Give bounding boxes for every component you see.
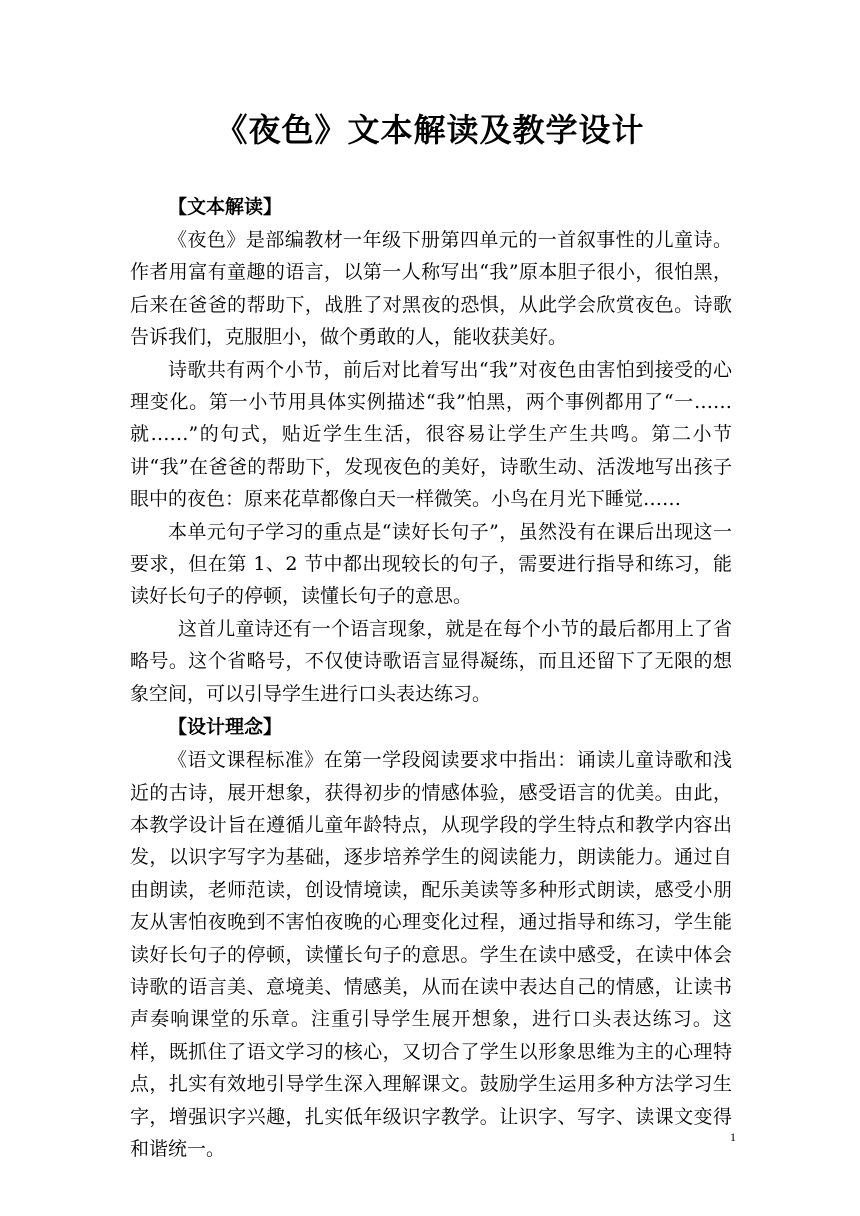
document-title: 《夜色》文本解读及教学设计	[215, 111, 645, 149]
section-design-concept	[130, 710, 732, 1165]
section-heading: 【文本解读】	[168, 196, 283, 218]
paragraph: 这首儿童诗还有一个语言现象，就是在每个小节的最后都用上了省略号。这个省略号，不仅使诗歌语言显得凝练，而且还留下了无限的想象空间，可以引导学生进行口头表达练习。	[130, 617, 732, 705]
document-body	[130, 190, 732, 1165]
paragraph: 本单元句子学习的重点是“读好长句子”，虽然没有在课后出现这一要求，但在第 1、2 节中都出现较长的句子，需要进行指导和练习，能读好长句子的停顿，读懂长句子的意思。	[130, 520, 732, 608]
paragraph: 《语文课程标准》在第一学段阅读要求中指出：诵读儿童诗歌和浅近的古诗，展开想象，获得初步的情感体验，感受语言的优美。由此，本教学设计旨在遵循儿童年龄特点，从现学段的学生特点和教学内容出发，以识字写字为基础，逐步培养学生的阅读能力，朗读能力。通过自由朗读，老师范读，创设情境读，配乐美读等多种形式朗读，感受小朋友从害怕夜晚到不害怕夜晚的心理变化过程，通过指导和练习，学生能读好长句子的停顿，读懂长句子的意思。学生在读中感受，在读中体会诗歌的语言美、意境美、情感美，从而在读中表达自己的情感，让读书声奏响课堂的乐章。注重引导学生展开想象，进行口头表达练习。这样，既抓住了语文学习的核心，又切合了学生以形象思维为主的心理特点，扎实有效地引导学生深入理解课文。鼓励学生运用多种方法学习生字，增强识字兴趣，扎实低年级识字教学。让识字、写字、读课文变得和谐统一。	[130, 749, 732, 1160]
paragraph: 《夜色》是部编教材一年级下册第四单元的一首叙事性的儿童诗。作者用富有童趣的语言，以第一人称写出“我”原本胆子很小，很怕黑，后来在爸爸的帮助下，战胜了对黑夜的恐惧，从此学会欣赏夜色。诗歌告诉我们，克服胆小，做个勇敢的人，能收获美好。	[130, 229, 732, 349]
section-heading: 【设计理念】	[168, 716, 283, 739]
page-number: 1	[730, 1130, 736, 1144]
section-text-analysis	[130, 190, 732, 710]
paragraph: 诗歌共有两个小节，前后对比着写出“我”对夜色由害怕到接受的心理变化。第一小节用具体实例描述“我”怕黑，两个事例都用了“一……就……”的句式，贴近学生生活，很容易让学生产生共鸣。第二小节讲“我”在爸爸的帮助下，发现夜色的美好，诗歌生动、活泼地写出孩子眼中的夜色：原来花草都像白天一样微笑。小鸟在月光下睡觉……	[130, 358, 732, 511]
